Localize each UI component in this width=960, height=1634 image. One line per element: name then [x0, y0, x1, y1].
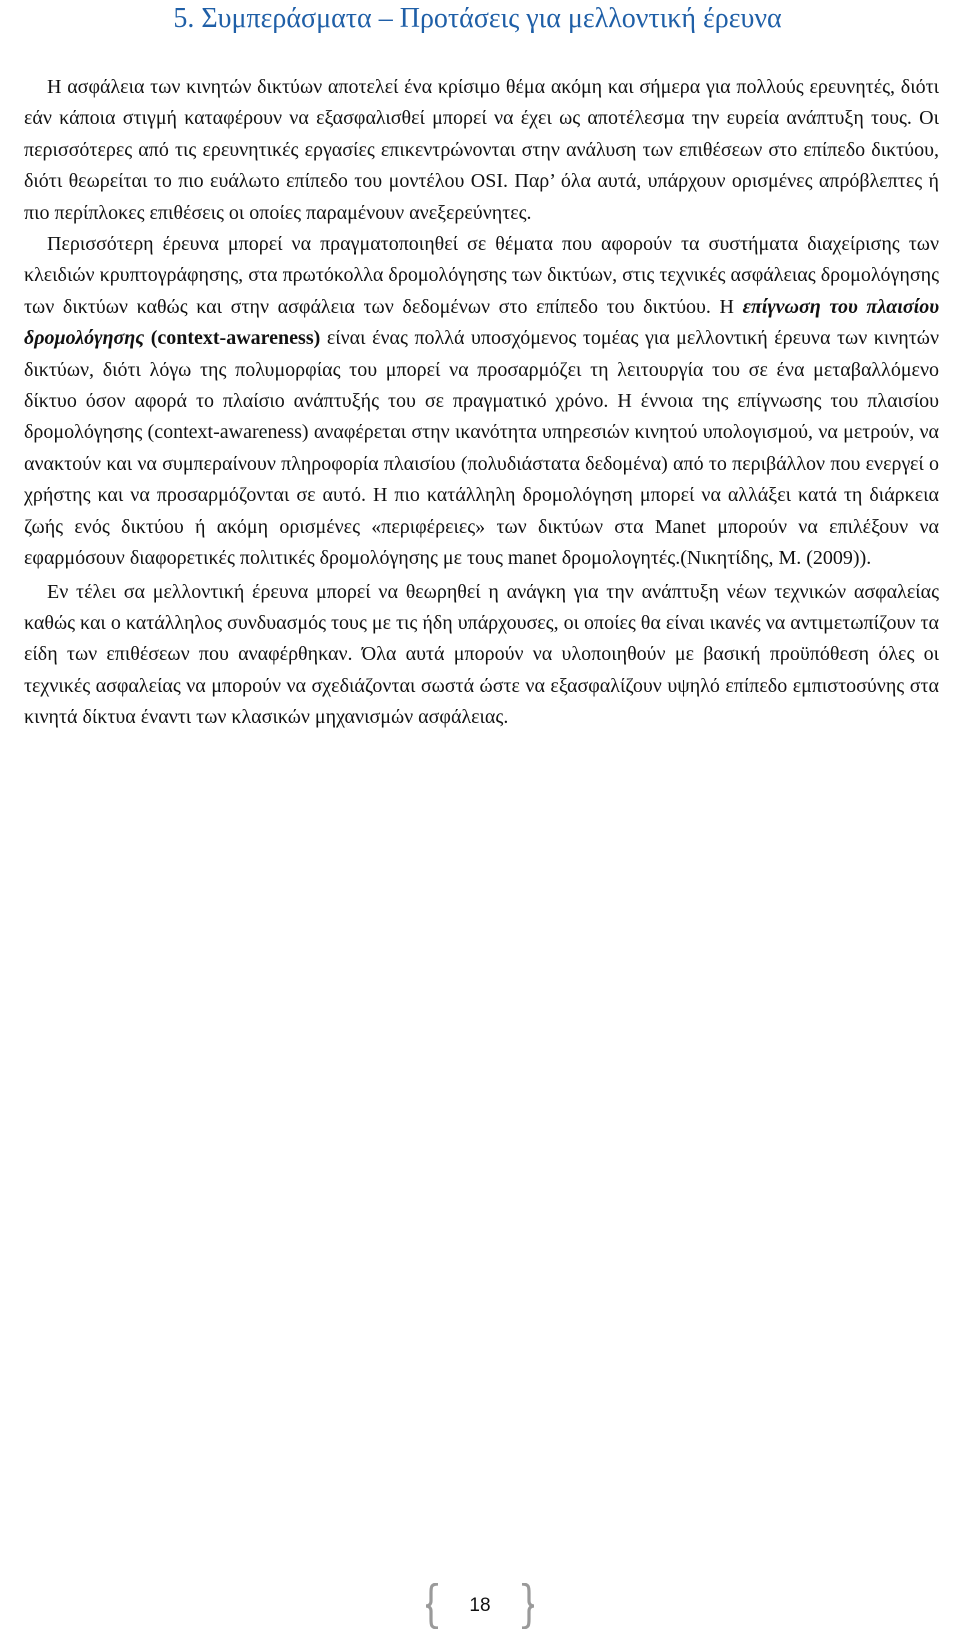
left-brace-icon — [425, 1583, 441, 1629]
paragraph-2-text-a: Περισσότερη έρευνα μπορεί να πραγματοποιηθεί σε θέματα που αφορούν τα συστήματα διαχείρισης των κλειδιών κρυπτογράφησης, στα πρωτόκολλα δρομολόγησης των δικτύων, στις τεχνικές ασφάλειας δρομολόγησης των δικτύων καθώς και στην ασφάλεια των δεδομένων στο επίπεδο του δικτύου. Η — [24, 233, 939, 318]
page-footer — [0, 1582, 960, 1630]
document-body — [24, 72, 939, 734]
paragraph-2-text-b: είναι ένας πολλά υποσχόμενος τομέας για μελλοντική έρευνα των κινητών δικτύων, διότι λόγω της πολυμορφίας του μπορεί να προσαρμόζει τη λειτουργία του σε ένα μεταβαλλόμενο δίκτυο όσον αφορά το πλαίσιο ανάπτυξής του σε πραγματικό χρόνο. Η έννοια της επίγνωσης του πλαισίου δρομολόγησης (context-awareness) αναφέρεται στην ικανότητα υπηρεσιών κινητού υπολογισμού, να μετρούν, να ανακτούν και να συμπεραίνουν πληροφορία πλαισίου (πολυδιάστατα δεδομένα) από το περιβάλλον που ενεργεί ο χρήστης και να προσαρμόζονται σε αυτό. Η πιο κατάλληλη δρομολόγηση μπορεί να αλλάξει κατά τη διάρκεια ζωής ενός δικτύου ή ακόμη ορισμένες «περιφέρειες» των δικτύων στα Manet μπορούν να επιλέξουν να εφαρμόσουν διαφορετικές πολιτικές δρομολόγησης με τους manet δρομολογητές.(Νικητίδης, Μ. (2009)). — [24, 327, 939, 570]
page-number: 18 — [469, 1595, 491, 1616]
paragraph-3: Εν τέλει σα μελλοντική έρευνα μπορεί να θεωρηθεί η ανάγκη για την ανάπτυξη νέων τεχνικών ασφαλείας καθώς και ο κατάλληλος συνδυασμός τους με τις ήδη υπάρχουσες, οι οποίες θα είναι ικανές να αντιμετωπίζουν τα είδη των επιθέσεων που αναφέρθηκαν. Όλα αυτά μπορούν να υλοποιηθούν με βασική προϋπόθεση όλες οι τεχνικές ασφαλείας να μπορούν να σχεδιάζονται σωστά ώστε να εξασφαλίζουν υψηλό επίπεδο εμπιστοσύνης στα κινητά δίκτυα έναντι των κλασικών μηχανισμών ασφάλειας. — [24, 580, 939, 729]
paragraph-2-bold-term: (context-awareness) — [144, 327, 321, 350]
paragraph-1: Η ασφάλεια των κινητών δικτύων αποτελεί ένα κρίσιμο θέμα ακόμη και σήμερα για πολλούς ερευνητές, διότι εάν κάποια στιγμή καταφέρουν να εξασφαλισθεί μπορεί να έχει ως αποτέλεσμα την ευρεία ανάπτυξη τους. Οι περισσότερες από τις ερευνητικές εργασίες επικεντρώνονται στην ανάλυση των επιθέσεων στο επίπεδο δικτύου, διότι θεωρείται το πιο ευάλωτο επίπεδο του μοντέλου OSI. Παρ’ όλα αυτά, υπάρχουν ορισμένες απρόβλεπτες ή πιο περίπλοκες επιθέσεις οι οποίες παραμένουν ανεξερεύνητες. — [24, 76, 939, 224]
document-page — [24, 0, 939, 734]
section-heading: 5. Συμπεράσματα – Προτάσεις για μελλοντική έρευνα — [173, 3, 782, 34]
paragraph-2-emphasis: επίγνωση του πλαισίου δρομολόγησης — [24, 295, 939, 350]
right-brace-icon — [519, 1583, 535, 1629]
paragraph-2 — [24, 229, 939, 574]
